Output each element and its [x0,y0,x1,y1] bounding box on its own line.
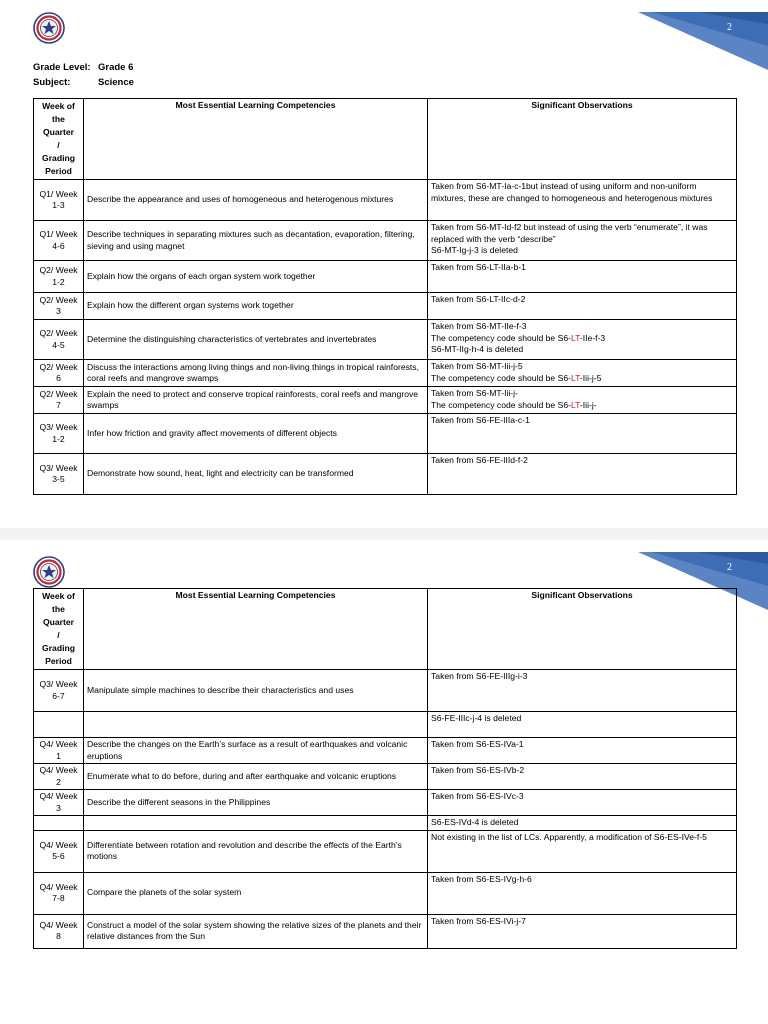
observation-line [431,294,733,306]
grade-level-label: Grade Level: [33,62,91,73]
table-row [34,914,737,948]
table-row [34,387,737,414]
week-cell: Q4/ Week 1 [34,738,84,764]
observation-cell [428,320,737,360]
observation-line [431,400,733,412]
observation-text: Taken from S6-MT-Ia-c-1but instead of using uniform and non-uniform mixtures, these are changed to homogeneous and heterogenous mixtures [431,181,713,203]
observation-cell [428,454,737,495]
table-row [34,360,737,387]
observation-cell [428,221,737,261]
competency-cell: Manipulate simple machines to describe their characteristics and uses [84,670,428,712]
competencies-column-header: Most Essential Learning Competencies [84,99,428,180]
competencies-column-header: Most Essential Learning Competencies [84,589,428,670]
competency-cell: Explain the need to protect and conserve tropical rainforests, coral reefs and mangrove swamps [84,387,428,414]
competency-cell: Describe the changes on the Earth’s surface as a result of earthquakes and volcanic eruptions [84,738,428,764]
observation-text: -Iii-j- [579,399,597,410]
page-gap [0,528,768,540]
observation-cell [428,670,737,712]
week-header-line: Week of [42,591,75,601]
observation-text: Taken from S6-FE-IIId-f-2 [431,455,528,465]
subject-value: Science [98,77,134,88]
observation-line [431,791,733,803]
observation-cell [428,830,737,872]
week-header-line: the [52,114,65,124]
observation-text: Not existing in the list of LCs. Apparently, a modification of S6-ES-IVe-f-5 [431,831,707,842]
competency-cell: Infer how friction and gravity affect movements of different objects [84,414,428,454]
observation-line [431,765,733,777]
observation-line [431,671,733,683]
observation-line [431,916,733,928]
week-header-line: Period [45,656,72,666]
observation-text: S6-MT-Ig-j-3 is deleted [431,245,518,255]
observation-text: Taken from S6-MT-IIe-f-3 [431,321,527,331]
observation-line [431,262,733,274]
competency-cell: Construct a model of the solar system showing the relative sizes of the planets and their relative distances from the Sun [84,914,428,948]
week-cell [34,816,84,831]
observation-line [431,713,733,725]
week-header-line: Quarter [42,127,75,137]
competency-cell: Describe techniques in separating mixtures such as decantation, evaporation, filtering, sieving and using magnet [84,221,428,261]
observation-cell [428,790,737,816]
document-page-2 [0,540,768,1024]
week-cell: Q3/ Week 6-7 [34,670,84,712]
week-cell: Q2/ Week 4-5 [34,320,84,360]
observations-column-header: Significant Observations [428,99,737,180]
table-row [34,293,737,320]
observation-line [431,874,733,886]
competency-cell: Describe the appearance and uses of homogeneous and heterogenous mixtures [84,180,428,221]
observations-column-header: Significant Observations [428,589,737,670]
week-cell: Q4/ Week 8 [34,914,84,948]
observation-line [431,388,733,400]
observation-text: Taken from S6-LT-IIa-b-1 [431,262,526,272]
page-number: 2 [727,562,732,573]
table-row [34,221,737,261]
observation-cell [428,816,737,831]
observation-line [431,344,733,356]
week-header-line: / [57,140,60,150]
observation-text: Taken from S6-FE-IIIa-c-1 [431,415,530,425]
week-cell: Q2/ Week 1-2 [34,261,84,293]
observation-text: Taken from S6-MT-Iii-j- [431,388,518,398]
week-header-line: Week of [42,101,75,111]
corrected-code-segment: LT [570,372,580,383]
week-column-header [34,589,84,670]
table-row [34,712,737,738]
observation-cell [428,180,737,221]
competency-cell: Enumerate what to do before, during and after earthquake and volcanic eruptions [84,764,428,790]
table-row [34,454,737,495]
observation-text: Taken from S6-LT-IIc-d-2 [431,294,526,304]
observation-text: Taken from S6-ES-IVa-1 [431,739,524,749]
table-row [34,670,737,712]
table-row [34,790,737,816]
observation-line [431,373,733,385]
week-header-line: Grading [42,153,75,163]
week-cell: Q4/ Week 2 [34,764,84,790]
week-cell: Q3/ Week 1-2 [34,414,84,454]
table-row [34,738,737,764]
observation-text: Taken from S6-ES-IVc-3 [431,791,524,801]
deped-seal-icon [33,12,65,44]
week-header-line: Period [45,166,72,176]
week-cell [34,712,84,738]
observation-text: -Iii-j-5 [579,372,602,383]
observation-text: S6-FE-IIIc-j-4 is deleted [431,713,522,723]
competency-cell: Explain how the different organ systems work together [84,293,428,320]
observation-cell [428,712,737,738]
observation-line [431,333,733,345]
observation-text: Taken from S6-MT-Id-f2 but instead of using the verb “enumerate”, it was replaced with the verb “describe” [431,222,708,244]
observation-text: -IIe-f-3 [579,332,606,343]
observation-line [431,181,733,204]
observation-cell [428,414,737,454]
table-row [34,261,737,293]
page-number: 2 [727,22,732,33]
week-header-line: Quarter [42,617,75,627]
week-cell: Q2/ Week 6 [34,360,84,387]
table-row [34,872,737,914]
observation-cell [428,914,737,948]
table-row [34,414,737,454]
table-row [34,816,737,831]
competency-cell [84,712,428,738]
observation-cell [428,872,737,914]
observation-text: Taken from S6-ES-IVi-j-7 [431,915,526,926]
observation-cell [428,261,737,293]
corrected-code-segment: LT [570,332,580,343]
observation-line [431,455,733,467]
competency-cell: Compare the planets of the solar system [84,872,428,914]
observation-line [431,321,733,333]
observation-cell [428,764,737,790]
observation-line [431,222,733,245]
week-cell: Q4/ Week 3 [34,790,84,816]
competency-cell: Discuss the interactions among living things and non-living things in tropical rainforests, coral reefs and mangrove swamps [84,360,428,387]
week-cell: Q1/ Week 4-6 [34,221,84,261]
document-meta [33,60,134,90]
table-row [34,764,737,790]
week-header-line: / [57,630,60,640]
observation-line [431,245,733,257]
corrected-code-segment: LT [570,399,580,410]
observation-cell [428,293,737,320]
week-column-header [34,99,84,180]
observation-line [431,739,733,751]
week-cell: Q2/ Week 3 [34,293,84,320]
grade-level-value: Grade 6 [98,62,134,73]
observation-cell [428,738,737,764]
observation-line [431,361,733,373]
observation-cell [428,360,737,387]
competency-cell: Demonstrate how sound, heat, light and electricity can be transformed [84,454,428,495]
table-row [34,180,737,221]
table-header-row [34,589,737,670]
week-cell: Q4/ Week 5-6 [34,830,84,872]
table-row [34,320,737,360]
competency-table-page-1 [33,98,737,495]
week-cell: Q3/ Week 3-5 [34,454,84,495]
week-cell: Q1/ Week 1-3 [34,180,84,221]
observation-line [431,415,733,427]
observation-line [431,832,733,844]
observation-text: Taken from S6-ES-IVb-2 [431,765,525,775]
week-cell: Q2/ Week 7 [34,387,84,414]
observation-text: The competency code should be S6- [431,332,571,343]
competency-cell: Explain how the organs of each organ system work together [84,261,428,293]
week-header-line: Grading [42,643,75,653]
table-header-row [34,99,737,180]
observation-cell [428,387,737,414]
subject-label: Subject: [33,77,71,88]
deped-seal-icon [33,556,65,588]
observation-line [431,817,733,829]
competency-cell: Differentiate between rotation and revolution and describe the effects of the Earth’s motions [84,830,428,872]
competency-cell [84,816,428,831]
competency-cell: Describe the different seasons in the Philippines [84,790,428,816]
observation-text: Taken from S6-FE-IIIg-i-3 [431,671,528,681]
observation-text: The competency code should be S6- [431,372,571,383]
competency-table-page-2 [33,588,737,949]
observation-text: S6-MT-IIg-h-4 is deleted [431,344,524,354]
observation-text: Taken from S6-MT-Iii-j-5 [431,361,523,371]
competency-cell: Determine the distinguishing characteristics of vertebrates and invertebrates [84,320,428,360]
observation-text: S6-ES-IVd-4 is deleted [431,817,519,827]
table-row [34,830,737,872]
week-cell: Q4/ Week 7-8 [34,872,84,914]
observation-text: Taken from S6-ES-IVg-h-6 [431,873,532,884]
week-header-line: the [52,604,65,614]
corner-triangle-decoration [638,0,768,80]
observation-text: The competency code should be S6- [431,399,571,410]
